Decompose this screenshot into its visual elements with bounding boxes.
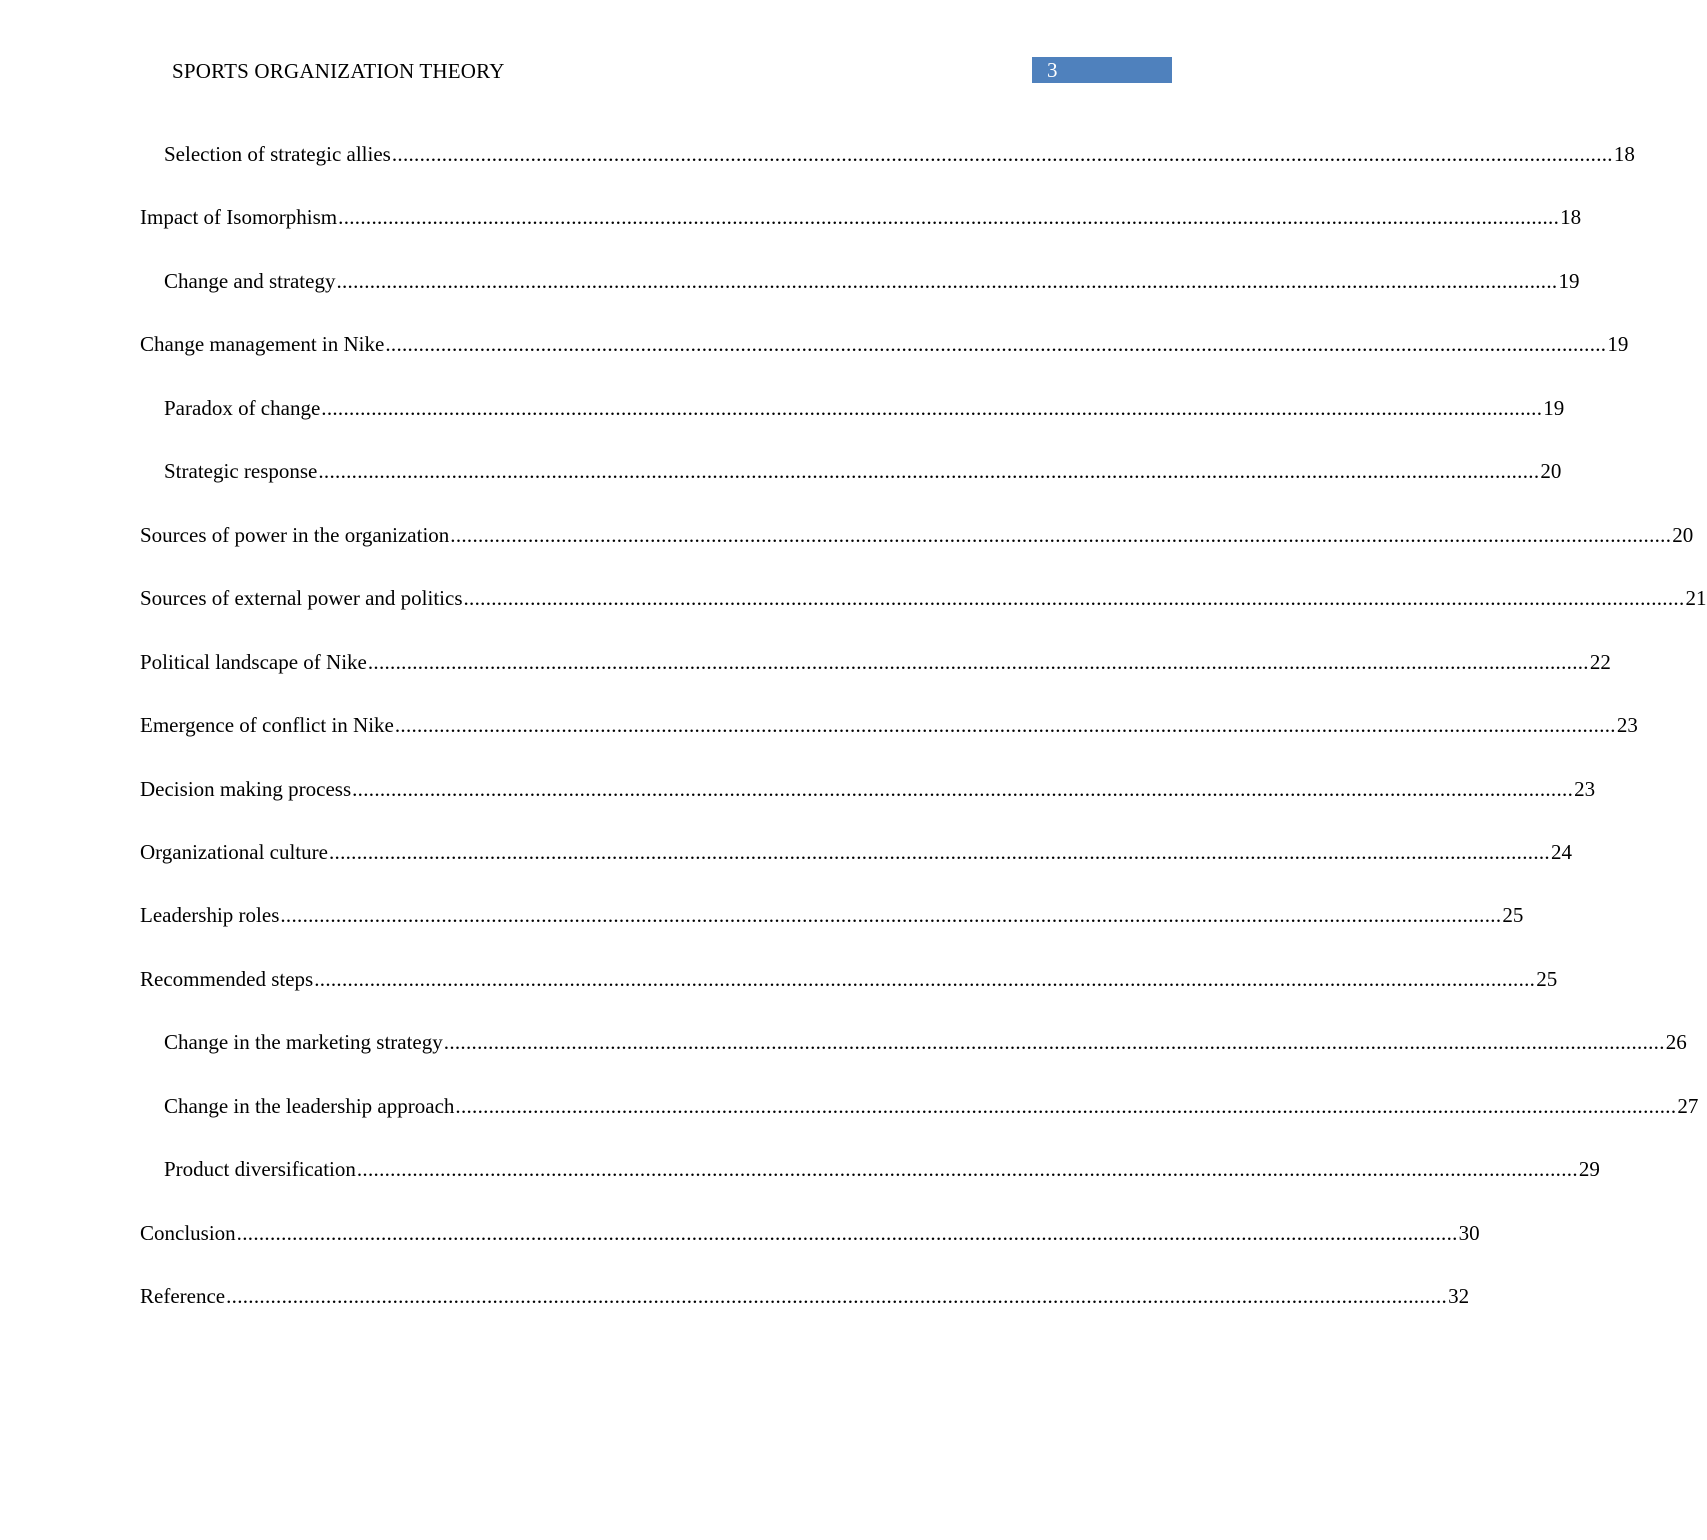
- toc-entry-title: Conclusion: [140, 1221, 236, 1245]
- toc-entry-title: Sources of external power and politics: [140, 586, 463, 610]
- toc-entry-page: 27: [1677, 1094, 1699, 1118]
- toc-entry-title: Change management in Nike: [140, 332, 385, 356]
- toc-dot-leader: ............................................................................................................................................................................................................................: [226, 1284, 1448, 1308]
- toc-dot-leader: ............................................................................................................................................................................................................................: [338, 205, 1560, 229]
- toc-dot-leader: ............................................................................................................................................................................................................................: [455, 1094, 1677, 1118]
- toc-entry-title: Leadership roles: [140, 903, 280, 927]
- toc-entry[interactable]: [140, 1218, 1480, 1248]
- toc-entry-page: 30: [1458, 1221, 1480, 1245]
- toc-dot-leader: ............................................................................................................................................................................................................................: [391, 142, 1613, 166]
- toc-entry[interactable]: [140, 1281, 1470, 1311]
- toc-entry-title: Strategic response: [164, 459, 318, 483]
- toc-entry[interactable]: [164, 1027, 1687, 1057]
- toc-entry-title: Change in the leadership approach: [164, 1094, 455, 1118]
- toc-entry-page: 19: [1607, 332, 1629, 356]
- toc-entry[interactable]: [164, 393, 1565, 423]
- toc-dot-leader: ............................................................................................................................................................................................................................: [336, 269, 1558, 293]
- toc-entry-page: 18: [1613, 142, 1635, 166]
- running-head: SPORTS ORGANIZATION THEORY: [172, 59, 505, 83]
- toc-entry-page: 21: [1685, 586, 1707, 610]
- toc-entry-page: 26: [1665, 1030, 1687, 1054]
- toc-entry[interactable]: [164, 1154, 1600, 1184]
- toc-dot-leader: ............................................................................................................................................................................................................................: [367, 650, 1589, 674]
- toc-dot-leader: ............................................................................................................................................................................................................................: [321, 396, 1543, 420]
- toc-dot-leader: ............................................................................................................................................................................................................................: [394, 713, 1616, 737]
- toc-entry-title: Selection of strategic allies: [164, 142, 391, 166]
- toc-entry-page: 19: [1543, 396, 1565, 420]
- toc-entry-title: Recommended steps: [140, 967, 314, 991]
- toc-entry-page: 22: [1589, 650, 1611, 674]
- toc-entry-page: 19: [1558, 269, 1580, 293]
- toc-entry-title: Paradox of change: [164, 396, 321, 420]
- toc-dot-leader: ............................................................................................................................................................................................................................: [385, 332, 1607, 356]
- toc-entry[interactable]: [164, 1091, 1699, 1121]
- toc-entry[interactable]: [140, 583, 1707, 613]
- toc-dot-leader: ............................................................................................................................................................................................................................: [328, 840, 1550, 864]
- toc-dot-leader: ............................................................................................................................................................................................................................: [443, 1030, 1665, 1054]
- toc-entry-page: 25: [1502, 903, 1524, 927]
- toc-entry-page: 18: [1560, 205, 1582, 229]
- toc-entry[interactable]: [140, 520, 1694, 550]
- toc-entry[interactable]: [140, 202, 1582, 232]
- toc-entry[interactable]: [140, 710, 1638, 740]
- toc-entry-title: Change and strategy: [164, 269, 336, 293]
- toc-dot-leader: ............................................................................................................................................................................................................................: [318, 459, 1540, 483]
- toc-entry-page: 25: [1536, 967, 1558, 991]
- toc-entry[interactable]: [164, 139, 1635, 169]
- toc-dot-leader: ............................................................................................................................................................................................................................: [463, 586, 1685, 610]
- toc-entry-page: 23: [1574, 777, 1596, 801]
- toc-entry-page: 20: [1672, 523, 1694, 547]
- toc-entry-title: Product diversification: [164, 1157, 356, 1181]
- toc-entry-title: Reference: [140, 1284, 226, 1308]
- toc-entry[interactable]: [140, 837, 1572, 867]
- toc-entry-title: Impact of Isomorphism: [140, 205, 338, 229]
- toc-dot-leader: ............................................................................................................................................................................................................................: [314, 967, 1536, 991]
- toc-entry-page: 29: [1578, 1157, 1600, 1181]
- toc-entry[interactable]: [164, 266, 1580, 296]
- toc-entry-title: Political landscape of Nike: [140, 650, 367, 674]
- page-number-badge: 3: [1032, 57, 1172, 83]
- toc-entry-page: 32: [1448, 1284, 1470, 1308]
- toc-entry[interactable]: [140, 329, 1629, 359]
- toc-entry[interactable]: [140, 647, 1611, 677]
- toc-dot-leader: ............................................................................................................................................................................................................................: [450, 523, 1672, 547]
- toc-entry-title: Change in the marketing strategy: [164, 1030, 443, 1054]
- toc-entry-page: 20: [1540, 459, 1562, 483]
- toc-entry-title: Decision making process: [140, 777, 352, 801]
- toc-dot-leader: ............................................................................................................................................................................................................................: [280, 903, 1502, 927]
- toc-entry[interactable]: [140, 774, 1596, 804]
- toc-dot-leader: ............................................................................................................................................................................................................................: [356, 1157, 1578, 1181]
- toc-entry-page: 23: [1616, 713, 1638, 737]
- toc-entry-title: Sources of power in the organization: [140, 523, 450, 547]
- toc-entry[interactable]: [140, 900, 1524, 930]
- toc-entry-title: Organizational culture: [140, 840, 328, 864]
- toc-entry[interactable]: [164, 456, 1562, 486]
- toc-entry[interactable]: [140, 964, 1558, 994]
- toc-entry-title: Emergence of conflict in Nike: [140, 713, 394, 737]
- toc-dot-leader: ............................................................................................................................................................................................................................: [236, 1221, 1458, 1245]
- toc-entry-page: 24: [1550, 840, 1572, 864]
- toc-dot-leader: ............................................................................................................................................................................................................................: [352, 777, 1574, 801]
